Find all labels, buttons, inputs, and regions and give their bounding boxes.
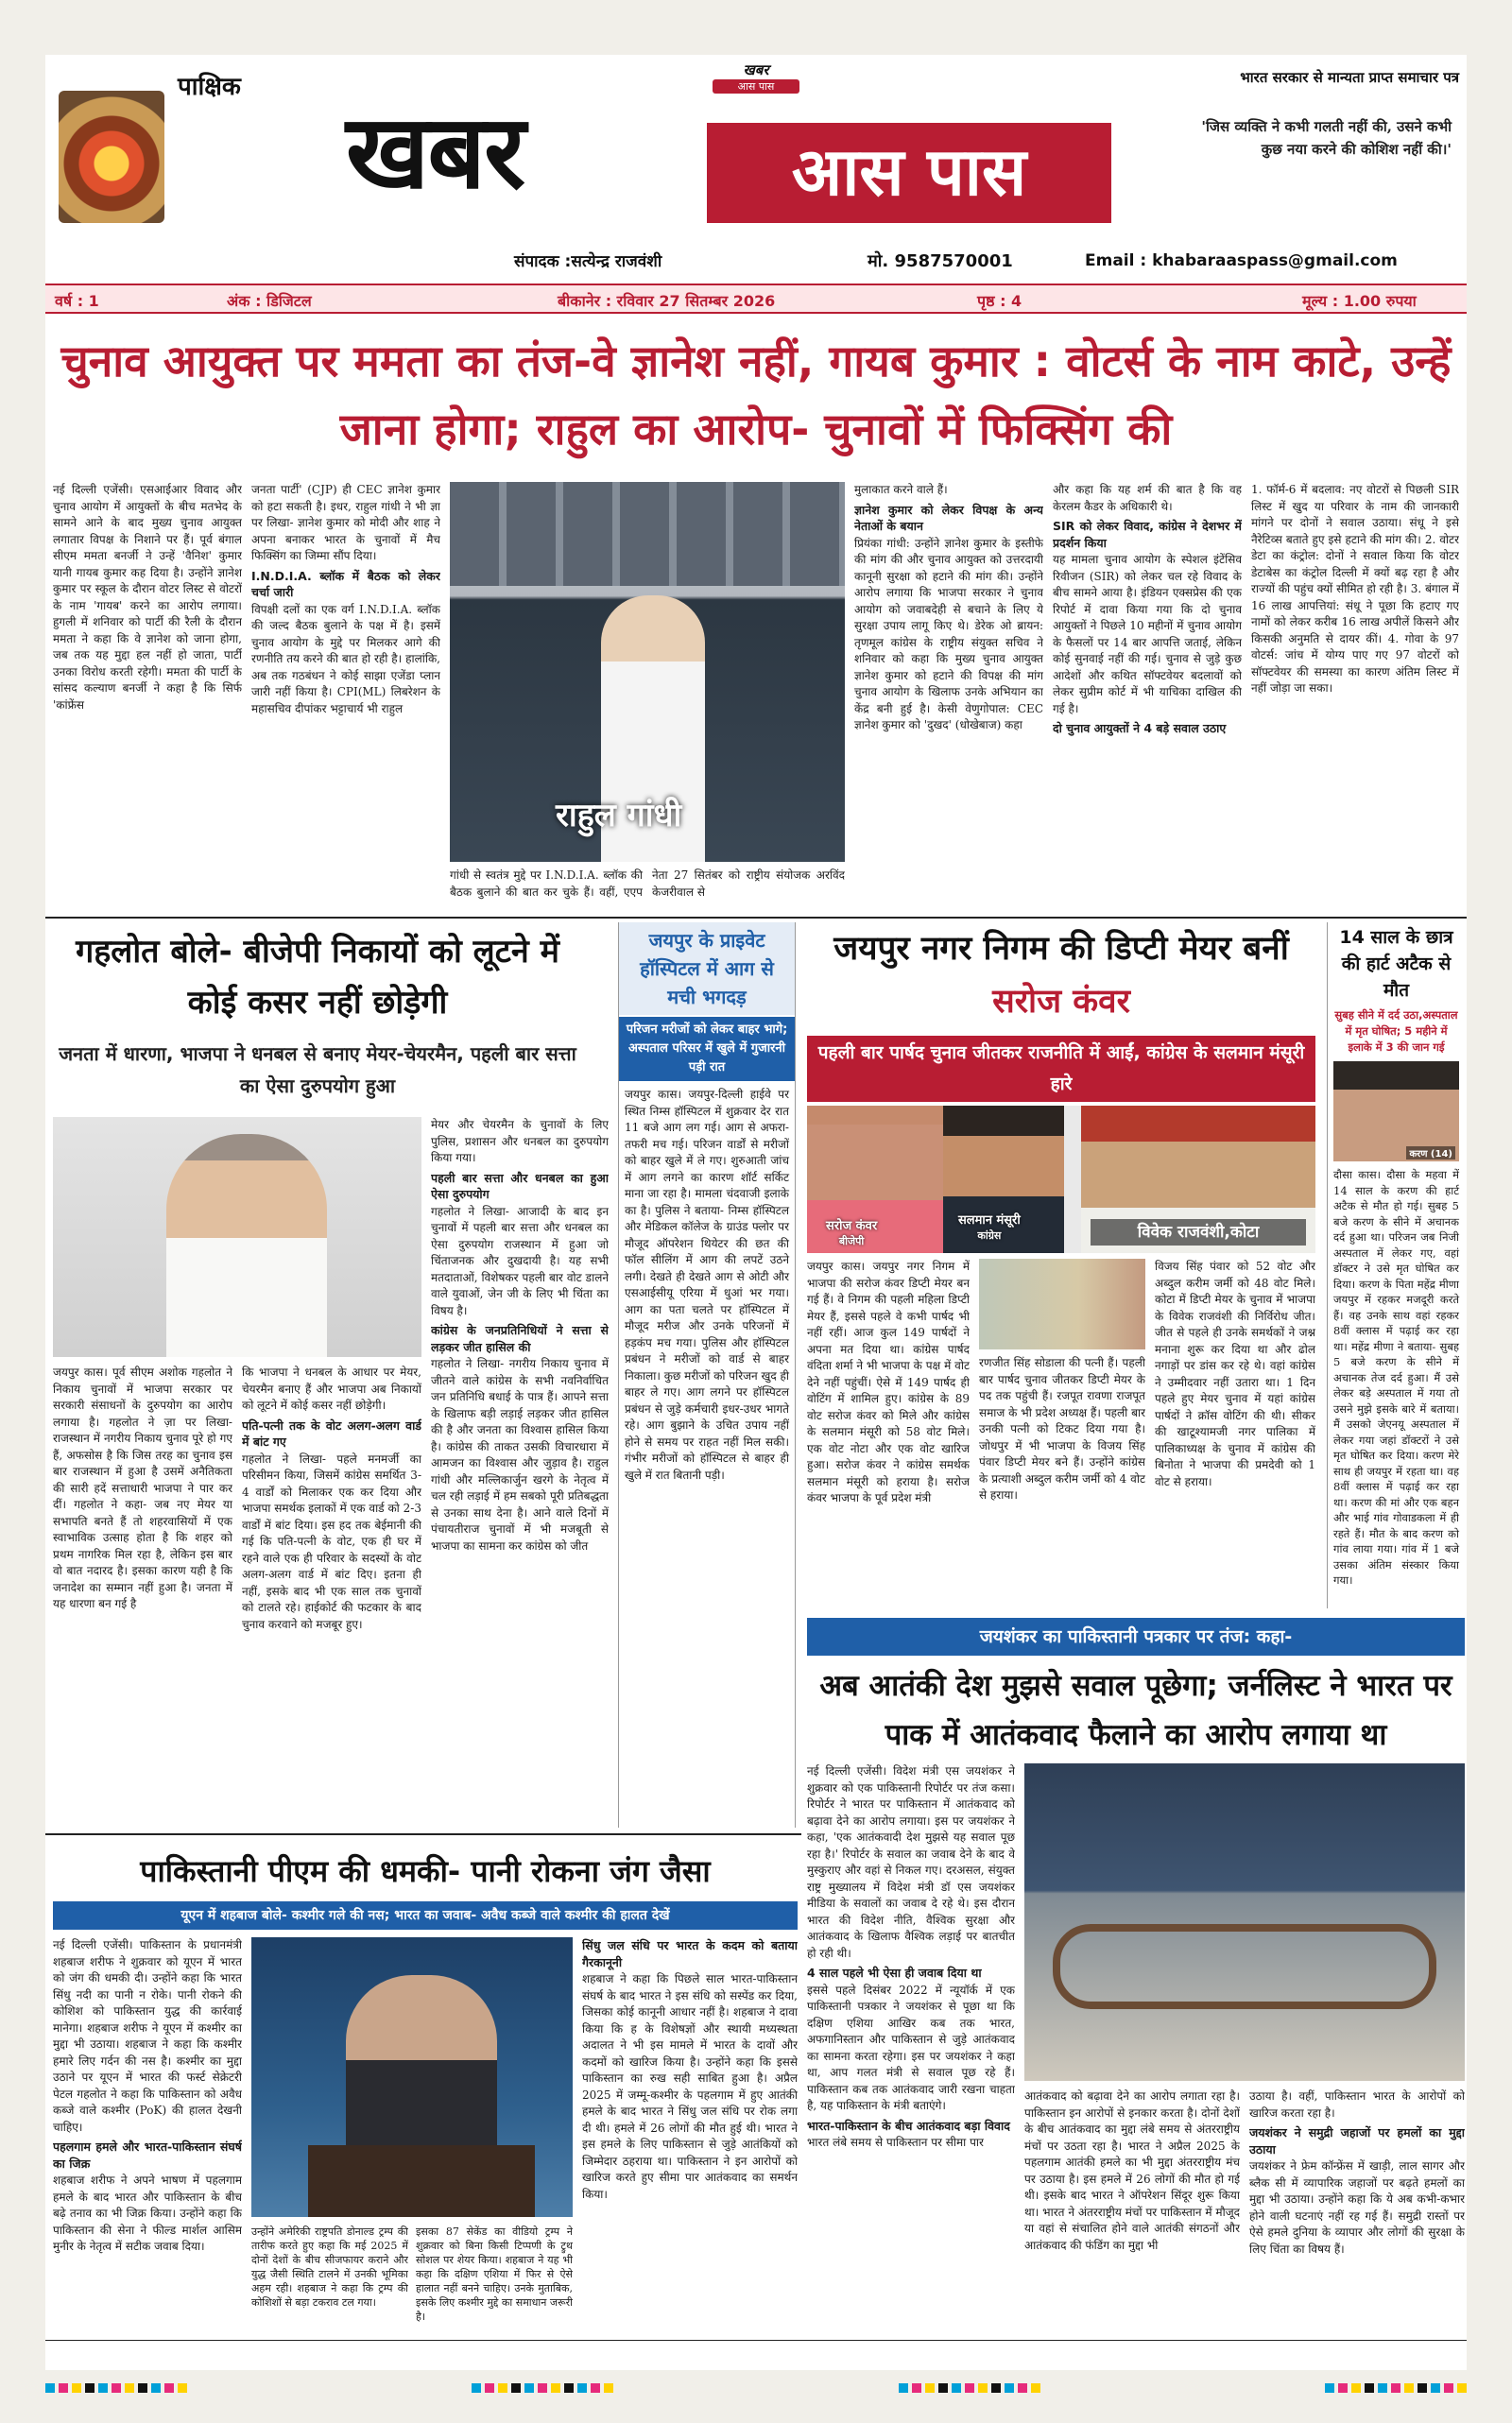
lead-col-5 <box>1053 482 1242 909</box>
salman-caption-name: सलमान मंसूरी <box>958 1213 1021 1228</box>
mini-logo <box>713 60 799 100</box>
jaishankar-col-2: आतंकवाद को बढ़ावा देने का आरोप लगाता रहा है। पाकिस्तान इन आरोपों से इनकार करता है। दोनों देशों के बीच आतंकवाद का मुद्दा लंबे समय से अंतरराष्ट्रीय मंचों पर उठता रहा है। भारत ने अप्रैल 2025 के पहलगाम आतंकी हमले का भी मुद्दा अंतरराष्ट्रीय मंच पर उठाया है। इस हमले में 26 लोगों की मौत हो गई थी। इसके बाद भारत ने ऑपरेशन सिंदूर शुरू किया था। भारत ने अंतरराष्ट्रीय मंचों पर पाकिस्तान में मौजूद या वहां से संचालित होने वाले आतंकी संगठनों और आतंकवाद की फंडिंग का मुद्दा भी <box>1024 2089 1240 2252</box>
jaishankar-col-1-text-c: भारत लंबे समय से पाकिस्तान पर सीमा पार <box>807 2136 984 2149</box>
gehlot-col-2-subhead: पति-पत्नी तक के वोट अलग-अलग वार्ड में बांट गए <box>242 1418 421 1449</box>
mayor-col-2: रणजीत सिंह सोडाला की पत्नी हैं। पहली बार पार्षद चुनाव जीतकर डिप्टी मेयर के पद तक पहुंची हैं। रजपूत रावणा राजपूत समाज के भी प्रदेश अध्यक्ष हैं। पहली बार उनकी पत्नी को टिकट दिया गया है। जोधपुर में भी भाजपा के विजय सिंह पंवार डिप्टी मेयर बने हैं। उन्होंने कांग्रेस के प्रत्याशी अब्दुल करीम जर्मी को 4 वोट से हराया। <box>979 1356 1145 1502</box>
newspaper-page <box>45 55 1467 2370</box>
gehlot-subhead: जनता में धारणा, भाजपा ने धनबल से बनाए मेयर-चेयरमैन, पहली बार सत्ता का ऐसा दुरुपयोग हुआ <box>59 1042 576 1097</box>
pak-col-1-subhead: पहलगाम हमले और भारत-पाकिस्तान संघर्ष का जिक्र <box>53 2139 242 2171</box>
boy-box <box>1327 922 1465 1608</box>
jaishankar-headline: अब आतंकी देश मुझसे सवाल पूछेगा; जर्नलिस्ट ने भारत पर पाक में आतंकवाद फैलाने का आरोप लगाया था <box>819 1669 1452 1752</box>
mayor-headline-b: सरोज कंवर <box>992 983 1130 1021</box>
lead-headline: चुनाव आयुक्त पर ममता का तंज-वे ज्ञानेश नहीं, गायब कुमार : वोटर्स के नाम काटे, उन्हें जाना होगा; राहुल का आरोप- चुनावों में फिक्सिंग की <box>60 335 1452 455</box>
lead-col-5-text-a: और कहा कि यह शर्म की बात है कि वह केरलम कैडर के अधिकारी थे। <box>1053 483 1242 513</box>
gehlot-col-2 <box>242 1365 421 1826</box>
mayor-subhead: पहली बार पार्षद चुनाव जीतकर राजनीति में आईं, कांग्रेस के सलमान मंसूरी हारे <box>807 1036 1315 1102</box>
registration-dot <box>1325 2383 1467 2393</box>
mayor-col-3: विजय सिंह पंवार को 52 वोट और अब्दुल करीम जर्मी को 48 वोट मिले। कोटा में डिप्टी मेयर के चुनाव में भाजपा के विवेक राजवंशी की निर्विरोध जीत। जीत से पहले ही उनके समर्थकों ने जश्न मनाना शुरू कर दिया था और ढोल नगाड़ों पर डांस कर रहे थे। वहां कांग्रेस ने उम्मीदवार नहीं उतारा था। 1 दिन पहले हुए मेयर चुनाव में यहां कांग्रेस पार्षदों ने क्रॉस वोटिंग की थी। सीकर की खाटूश्यामजी नगर पालिका में पालिकाध्यक्ष के चुनाव में कांग्रेस की बिनोता ने भाजपा की प्रमदेवी को 1 वोट से हराया। <box>1155 1260 1315 1488</box>
lead-under-photo: गांधी से स्वतंत्र मुद्दे पर I.N.D.I.A. ब्लॉक की बैठक बुलाने की बात कर चुके हैं। वहीं, एएप नेता 27 सितंबर को राष्ट्रीय संयोजक अरविंद केजरीवाल से <box>450 868 845 899</box>
lead-col-4-text-a: मुलाकात करने वाले हैं। <box>854 483 948 496</box>
masthead-title-right: आस पास <box>707 123 1111 223</box>
masthead <box>45 55 1467 280</box>
registration-dot <box>45 2383 187 2393</box>
lead-col-2-text-b: विपक्षी दलों का एक वर्ग I.N.D.I.A. ब्लॉक की जल्द बैठक बुलाने के पक्ष में है। इसमें चुनाव आयोग के मुद्दे पर मिलकर आगे की रणनीति तय करने की बात हो रही है। हालांकि, अब तक गठबंधन ने कोई साझा एजेंडा प्लान जारी नहीं किया है। CPI(ML) लिबरेशन के महासचिव दीपांकर भट्टाचार्य भी राहुल <box>251 602 440 715</box>
pak-under-photo-2: इसका 87 सेकेंड का वीडियो ट्रम्प ने शुक्रवार को बिना किसी टिप्पणी के ट्रुथ सोशल पर शेयर किया। शहबाज ने यह भी कहा कि दक्षिण एशिया में फिर से ऐसे हालात नहीं बनने चाहिए। उनके मुताबिक, इसके लिए कश्मीर मुद्दे का समाधान जरूरी है। <box>416 2225 573 2323</box>
pak-col-1-text-a: नई दिल्ली एजेंसी। पाकिस्तान के प्रधानमंत्री शहबाज शरीफ ने शुक्रवार को यूएन में भारत को जंग की धमकी दी। उन्होंने कहा कि भारत सिंधु नदी का पानी न रोके। पानी रोकने की कोशिश को पाकिस्तान युद्ध की कार्रवाई मानेगा। शहबाज शरीफ ने यूएन में कश्मीर का मुद्दा भी उठाया। शहबाज ने कहा कि कश्मीर हमारे लिए गर्दन की नस है। कश्मीर का मुद्दा उठाने पर यूएन में भारत की फर्स्ट सेक्रेटरी पेटल गहलोत ने कहा कि पाकिस्तान को अवैध कब्जे वाले कश्मीर (PoK) की हालत देखनी चाहिए। <box>53 1938 242 2134</box>
rahul-gandhi-photo <box>450 482 845 862</box>
mayor-col-1: जयपुर कास। जयपुर नगर निगम में भाजपा की सरोज कंवर डिप्टी मेयर बन गई हैं। वे निगम की पहली महिला डिप्टी मेयर हैं, इससे पहले वे कभी पार्षद भी नहीं रहीं। आज कुल 149 पार्षदों ने अपना मत दिया था। कांग्रेस पार्षद वंदिता शर्मा ने भी भाजपा के पक्ष में वोट देने नहीं पहुंचीं। ऐसे में 149 पार्षद ही वोटिंग में शामिल हुए। कांग्रेस के 89 वोट सरोज कंवर को मिले और कांग्रेस के सलमान मंसूरी को 58 वोट मिले। एक वोट नोटा और एक वोट खारिज हुआ। सरोज कंवर ने कांग्रेस समर्थक सलमान मंसूरी को हराया है। सरोज कंवर भाजपा के पूर्व प्रदेश मंत्री <box>807 1260 970 1504</box>
pak-col-1-text-b: शहबाज शरीफ ने अपने भाषण में पहलगाम हमले के बाद भारत और पाकिस्तान के बीच बढ़े तनाव का भी जिक्र किया। उन्होंने कहा कि पाकिस्तान की सेना ने फील्ड मार्शल आसिम मुनीर के नेतृत्व में सटीक जवाब दिया। <box>53 2174 242 2253</box>
gehlot-figure <box>166 1134 327 1357</box>
divider-1 <box>45 917 1467 919</box>
registration-dot <box>472 2383 613 2393</box>
price-label: मूल्य : 1.00 रुपया <box>1302 292 1417 310</box>
fire-headline: जयपुर के प्राइवेट हॉस्पिटल में आग से मची भगदड़ <box>619 922 795 1015</box>
lead-col-4 <box>854 482 1043 909</box>
fire-subhead: परिजन मरीजों को लेकर बाहर भागे; अस्पताल परिसर में खुले में गुजारनी पड़ी रात <box>619 1017 795 1081</box>
lead-col-5-subhead-2: दो चुनाव आयुक्तों ने 4 बड़े सवाल उठाए <box>1053 721 1227 735</box>
jaishankar-col-3-text-b: जयशंकर ने फ्रेम कॉन्फ्रेंस में खाड़ी, लाल सागर और ब्लैक सी में व्यापारिक जहाजों पर बढ़ते हमलों का मुद्दा भी उठाया। उन्होंने कहा कि ये अब कभी-कभार होने वाली घटनाएं नहीं रह गई हैं। समुद्री रास्तों पर ऐसे हमले दुनिया के व्यापार और लोगों की सुरक्षा के लिए चिंता का विषय हैं। <box>1249 2159 1465 2256</box>
mini-logo-bottom: आस पास <box>713 79 799 94</box>
mayor-photos <box>807 1106 1315 1253</box>
divider-2 <box>45 1833 801 1835</box>
photo-portrait-strip <box>450 482 845 586</box>
masthead-title-left: खबर <box>346 94 524 212</box>
lead-col-6: 1. फॉर्म-6 में बदलाव: नए वोटरों से पिछली SIR लिस्ट में खुद या परिवार के नाम की जानकारी मांगने पर दोनों ने सवाल उठाया। संधू ने इसे नैरेटिव्स बताते हुए इसे हटाने की मांग की। 2. वोटर डेटा का कंट्रोल: दोनों ने सवाल किया कि वोटर डेटाबेस का कंट्रोल दिल्ली में क्यों बढ़ रहा है और राज्यों की पहुंच क्यों सीमित हो रही है। 3. बंगाल में 16 लाख आपत्तियां: संधू ने पूछा कि हटाए गए नामों को लेकर करीब 16 लाख अपीलें किसने और किसकी अनुमति से दायर कीं। 4. गोवा के 97 वोटर्स: जांच में योग्य पाए गए 97 वोटरों को सॉफ्टवेयर की समस्या का कारण अंतिम लिस्ट में नहीं जोड़ा जा सका। <box>1251 483 1459 695</box>
frequency-label: पाक्षिक <box>178 73 241 101</box>
mobile-line: मो. 9587570001 <box>868 251 1013 271</box>
gehlot-col-3-subhead: पहली बार सत्ता और धनबल का हुआ ऐसा दुरुपयोग <box>431 1170 609 1201</box>
bottom-rule <box>45 2340 1467 2341</box>
boy-subhead: सुबह सीने में दर्द उठा,अस्पताल में मृत घोषित; 5 महीने में इलाके में 3 की जान गई <box>1334 1008 1458 1054</box>
jaishankar-col-3-subhead: जयशंकर ने समुद्री जहाजों पर हमलों का मुद्दा उठाया <box>1249 2125 1465 2157</box>
fire-body: जयपुर कास। जयपुर-दिल्ली हाईवे पर स्थित निम्स हॉस्पिटल में शुक्रवार देर रात 11 बजे आग लग गई। आग से अफरा-तफरी मच गई। परिजन वार्डों से मरीजों को बाहर खुले में ले गए। शुरुआती जांच में आग लगने का कारण शॉर्ट सर्किट माना जा रहा है। मामला चंदवाजी इलाके का है। पुलिस ने बताया- निम्स हॉस्पिटल और मेडिकल कॉलेज के ग्राउंड फ्लोर पर मौजूद ऑपरेशन थियेटर की छत की फॉल सीलिंग में आग की लपटें उठने लगी। देखते ही देखते आग से ओटी और एसआईसीयू एरिया में धुआं भर गया। आग का पता चलते पर हॉस्पिटल में मौजूद मरीज और उनके परिजनों में हड़कंप मच गया। पुलिस और हॉस्पिटल प्रबंधन ने मरीजों को वार्ड से बाहर निकाला। कुछ मरीजों को परिजन खुद ही बाहर ले गए। आग लगने पर हॉस्पिटल प्रबंधन से जुड़े कर्मचारी इधर-उधर भागते रहे। आग बुझाने के उचित उपाय नहीं होने से समय पर राहत नहीं मिल सकी। गंभीर मरीजों को हॉस्पिटल से बाहर ही खुले में रात बितानी पड़ी। <box>625 1088 789 1482</box>
print-registration-marks <box>45 2383 1467 2400</box>
salman-caption <box>958 1213 1021 1244</box>
gehlot-col-3-text-b: गहलोत ने लिखा- आजादी के बाद इन चुनावों में पहली बार सत्ता और धनबल का ऐसा दुरुपयोग राजस्थान में हुआ जो चिंताजनक और दुखदायी है। यह सभी मतदाताओं, विशेषकर पहली बार वोट डालने वाले युवाओं, जेन जी के लिए भी चिंता का विषय है। <box>431 1204 609 1317</box>
shehbaz-photo <box>251 1937 573 2217</box>
jaishankar-col-1-text-b: इससे पहले दिसंबर 2022 में न्यूयॉर्क में एक पाकिस्तानी पत्रकार ने जयशंकर से पूछा था कि दक्षिण एशिया आखिर कब तक भारत, अफगानिस्तान और पाकिस्तान से जुड़े आतंकवाद का सामना करता रहेगा। इस पर जयशंकर ने कहा था, आप गलत मंत्री से सवाल पूछ रहे हैं। पाकिस्तान कब तक आतंकवाद जारी रखना चाहता है, यह पाकिस्तान के मंत्री बताएंगे। <box>807 1983 1015 2112</box>
pak-subhead: यूएन में शहबाज बोले- कश्मीर गले की नस; भारत का जवाब- अवैध कब्जे वाले कश्मीर की हालत देखें <box>53 1901 798 1930</box>
issue-label: अंक : डिजिटल <box>227 292 312 310</box>
deity-emblem-image <box>59 91 164 223</box>
mayor-headline <box>807 922 1315 1028</box>
registration-dot <box>899 2383 1040 2393</box>
saroj-caption-name: सरोज कंवर <box>826 1219 878 1233</box>
gehlot-col-3-text-c: गहलोत ने लिखा- नगरीय निकाय चुनाव में जीतने वाले कांग्रेस के सभी नवनिर्वाचित जन प्रतिनिधि बधाई के पात्र हैं। आपने सत्ता के खिलाफ बड़ी लड़ाई लड़कर जीत हासिल की है और जनता का विश्वास हासिल किया है। कांग्रेस की ताकत उसकी विचारधारा में आमजन का विश्वास और जुड़ाव है। राहुल गांधी और मल्लिकार्जुन खरगे के नेतृत्व में चल रही लड़ाई में हम सबको पूरी प्रतिबद्धता से उनका साथ देना है। आने वाले दिनों में पंचायतीराज चुनावों में भी मजबूती से भाजपा का सामना कर कांग्रेस को जीत <box>431 1357 609 1553</box>
salman-caption-party: कांग्रेस <box>977 1229 1002 1242</box>
jaishankar-col-1-subhead: 4 साल पहले भी ऐसा ही जवाब दिया था <box>807 1966 982 1980</box>
rahul-photo-caption: राहुल गांधी <box>556 797 682 834</box>
saroj-caption <box>826 1219 877 1249</box>
gehlot-headline: गहलोत बोले- बीजेपी निकायों को लूटने में कोई कसर नहीं छोड़ेगी <box>76 933 559 1022</box>
mayor-small-photo <box>979 1259 1145 1349</box>
pak-col-3-subhead: सिंधु जल संधि पर भारत के कदम को बताया गैरकानूनी <box>582 1938 798 1969</box>
pak-under-photo-1: उन्होंने अमेरिकी राष्ट्रपति डोनाल्ड ट्रम्प की तारीफ करते हुए कहा कि मई 2025 में दोनों देशों के बीच सीजफायर कराने और युद्ध जैसी स्थिति टालने में उनकी भूमिका अहम रही। शहबाज ने कहा कि ट्रम्प की कोशिशों से बड़ा टकराव टल गया। <box>251 2225 408 2309</box>
lead-col-1: नई दिल्ली एजेंसी। एसआईआर विवाद और चुनाव आयोग में आयुक्तों के बीच मतभेद के सामने आने के बाद मुख्य चुनाव आयुक्त लगातार विपक्ष के निशाने पर हैं। पूर्व बंगाल सीएम ममता बनर्जी ने उन्हें 'वैनिश' कुमार यानी गायब कुमार कह दिया है। उन्होंने ज्ञानेश कुमार पर स्कूल के दौरान वोटर लिस्ट से वोटरों के नाम 'गायब' करने का आरोप लगाया। हुगली में शनिवार को पार्टी की रैली के दौरान ममता ने कहा कि वे ज्ञानेश को जाना होगा, जब तक यह मुद्दा हल नहीं हो जाता, पार्टी उनका विरोध करती रहेगी। ममता की पार्टी के सांसद कल्याण बनर्जी ने कहा है कि सिर्फ 'कांफ्रेंस <box>53 483 242 712</box>
mini-logo-top: खबर <box>743 61 769 78</box>
un-meeting-photo <box>1024 1763 1465 2081</box>
masthead-quote: 'जिस व्यक्ति ने कभी गलती नहीं की, उसने कभी कुछ नया करने की कोशिश नहीं की।' <box>1201 118 1452 158</box>
gehlot-col-3 <box>431 1117 609 1826</box>
gehlot-col-1: जयपुर कास। पूर्व सीएम अशोक गहलोत ने निकाय चुनावों में भाजपा सरकार पर सरकारी संसाधनों के दुरुपयोग का आरोप लगाया है। गहलोत ने ज़ा पर लिखा- राजस्थान में नगरीय निकाय चुनाव पूरे हो गए हैं, अफसोस है कि जिस तरह का चुनाव इस बार राजस्थान में हुआ है उसमें अनैतिकता की सारी हदें सत्ताधारी भाजपा ने पार कर दीं। गहलोत ने कहा- जब नए मेयर या सभापति बनते हैं तो शहरवासियों में एक स्वाभाविक उत्साह होता है कि शहर को प्रथम नागरिक मिल रहा है, लेकिन इस बार वो बात नदारद है। इसका कारण यही है कि जनादेश का सम्मान नहीं हुआ है। जनता में यह धारणा बन गई है <box>53 1366 232 1610</box>
jaishankar-col-1-subhead-2: भारत-पाकिस्तान के बीच आतंकवाद बड़ा विवाद <box>807 2118 1010 2133</box>
gehlot-col-3-subhead-2: कांग्रेस के जनप्रतिनिधियों ने सत्ता से लड़कर जीत हासिल की <box>431 1323 609 1354</box>
pak-headline: पाकिस्तानी पीएम की धमकी- पानी रोकना जंग जैसा <box>140 1853 711 1889</box>
jaishankar-col-1 <box>807 1763 1015 2330</box>
lead-col-2 <box>251 482 440 909</box>
jaishankar-col-3 <box>1249 2088 1465 2330</box>
editor-line: संपादक :सत्येन्द्र राजवंशी <box>514 252 662 271</box>
fire-box <box>618 922 796 1828</box>
lead-col-2-text-a: जनता पार्टी' (CJP) ही CEC ज्ञानेश कुमार को हटा सकती है। इधर, राहुल गांधी ने भी ज्ञा पर लिखा- ज्ञानेश कुमार को मोदी और शाह ने अपना बनाकर भारत के चुनावों में मैच फिक्सिंग का जिम्मा सौंप दिया। <box>251 483 440 562</box>
pak-col-1 <box>53 1937 242 2330</box>
jaishankar-kicker: जयशंकर का पाकिस्तानी पत्रकार पर तंज: कहा- <box>807 1618 1465 1656</box>
lead-col-4-text-b: प्रियंका गांधी: उन्होंने ज्ञानेश कुमार के इस्तीफे की मांग की और चुनाव आयुक्त को उत्तरदायी कानूनी सुरक्षा को हटाने की मांग की। उन्होंने आरोप लगाया कि भाजपा सरकार ने चुनाव आयोग को जवाबदेही से बचाने के लिए ये सुरक्षा उपाय लागू किए थे। डेरेक ओ ब्रायन: तृणमूल कांग्रेस के राष्ट्रीय संयुक्त सचिव ने शनिवार को कहा कि मुख्य चुनाव आयुक्त ज्ञानेश कुमार को हटाने की विपक्ष की मांग चुनाव आयोग के खिलाफ उनके अभियान का केंद्र बनी हुई है। केसी वेणुगोपाल: CEC ज्ञानेश कुमार को 'दुखद' (धोखेबाज) कहा <box>854 536 1043 731</box>
saroj-caption-party: बीजेपी <box>838 1235 865 1247</box>
recognition-line: भारत सरकार से मान्यता प्राप्त समाचार पत्र <box>1240 69 1459 86</box>
lead-col-5-subhead: SIR को लेकर विवाद, कांग्रेस ने देशभर में प्रदर्शन किया <box>1053 519 1242 550</box>
meeting-table <box>1053 1924 1436 2009</box>
gehlot-photo <box>53 1117 421 1357</box>
boy-photo <box>1333 1061 1459 1161</box>
boy-headline: 14 साल के छात्र की हार्ट अटैक से मौत <box>1339 927 1453 1001</box>
jaishankar-col-3-text-a: उठाया है। वहीं, पाकिस्तान भारत के आरोपों को खारिज करता रहा है। <box>1249 2089 1465 2120</box>
vivek-caption: विवेक राजवंशी,कोटा <box>1091 1219 1306 1246</box>
jaishankar-col-1-text-a: नई दिल्ली एजेंसी। विदेश मंत्री एस जयशंकर ने शुक्रवार को एक पाकिस्तानी रिपोर्टर पर तंज कसा। रिपोर्टर ने भारत पर पाकिस्तान में आतंकवाद को बढ़ावा देने का आरोप लगाया। इस पर जयशंकर ने कहा, 'एक आतंकवादी देश मुझसे यह सवाल पूछ रहा है।' रिपोर्टर के सवाल का जवाब देने के बाद वे मुस्कुराए और वहां से निकल गए। दरअसल, संयुक्त राष्ट्र मुख्यालय में विदेश मंत्री डॉ एस जयशंकर मीडिया के सवालों का जवाब दे रहे थे। इस दौरान भारत की विदेश नीति, वैश्विक सुरक्षा और आतंकवाद के खिलाफ वैश्विक लड़ाई पर बातचीत हो रही थी। <box>807 1764 1015 1960</box>
boy-photo-caption: करण (14) <box>1406 1146 1455 1160</box>
page-number-label: पृष्ठ : 4 <box>977 292 1022 310</box>
pak-col-3 <box>582 1937 798 2330</box>
gehlot-col-2-text-a: कि भाजपा ने धनबल के आधार पर मेयर, चेयरमैन बनाए हैं और भाजपा अब निकायों को लूटने में कोई कसर नहीं छोड़ेगी। <box>242 1366 421 1412</box>
info-strip <box>45 284 1467 314</box>
gehlot-col-2-text-b: गहलोत ने लिखा- पहले मनमर्जी का परिसीमन किया, जिसमें कांग्रेस समर्थित 3-4 वार्डों को मिलाकर एक कर दिया और भाजपा समर्थक इलाकों में एक वार्ड को 2-3 वार्डों में बांट दिया। इस हद तक बेईमानी की गई कि पति-पत्नी के वोट, एक ही घर में रहने वाले एक ही परिवार के सदस्यों के वोट अलग-अलग वार्ड में बांट दिए। इतना ही नहीं, इसके बाद भी एक साल तक चुनावों को टालते रहे। हाईकोर्ट की फटकार के बाद चुनाव करवाने को मजबूर हुए। <box>242 1452 421 1631</box>
gehlot-col-3-text-a: मेयर और चेयरमैन के चुनावों के लिए पुलिस, प्रशासन और धनबल का दुरुपयोग किया गया। <box>431 1118 609 1164</box>
year-label: वर्ष : 1 <box>55 292 99 310</box>
email-line: Email : khabaraaspass@gmail.com <box>1085 251 1398 270</box>
lead-col-2-subhead: I.N.D.I.A. ब्लॉक में बैठक को लेकर चर्चा जारी <box>251 568 440 599</box>
lead-col-4-subhead: ज्ञानेश कुमार को लेकर विपक्ष के अन्य नेताओं के बयान <box>854 502 1043 533</box>
mayor-headline-a: जयपुर नगर निगम की डिप्टी मेयर बनीं <box>833 930 1289 968</box>
date-label: बीकानेर : रविवार 27 सितम्बर 2026 <box>558 292 776 310</box>
lead-col-5-text-b: यह मामला चुनाव आयोग के स्पेशल इंटेंसिव रिवीजन (SIR) को लेकर चल रहे विवाद के बीच सामने आया है। इंडियन एक्सप्रेस की एक रिपोर्ट में दावा किया गया कि दो चुनाव आयुक्तों ने पिछले 10 महीनों में चुनाव आयोग के फैसलों पर 14 बार आपत्ति जताई, लेकिन कोई सुनवाई नहीं की गई। चुनाव से जुड़े कुछ आदेशों और कथित सॉफ्टवेयर बदलावों को लेकर सुप्रीम कोर्ट में भी याचिका दाखिल की गई है। <box>1053 553 1242 715</box>
boy-body: दौसा कास। दौसा के महवा में 14 साल के करण की हार्ट अटैक से मौत हो गई। सुबह 5 बजे करण के सीने में अचानक दर्द हुआ था। परिजन जब निजी अस्पताल में लेकर गए, वहां डॉक्टर ने उसे मृत घोषित कर दिया। करण के पिता महेंद्र मीणा जयपुर में रहकर मजदूरी करते हैं। वह उनके साथ वहां रहकर 8वीं क्लास में पढ़ाई कर रहा था। महेंद्र मीणा ने बताया- सुबह 5 बजे करण के सीने में अचानक तेज दर्द हुआ। मैं उसे लेकर बड़े अस्पताल में गया तो उसने मुझे इसके बारे में बताया। मैं उसको जेएनयू अस्पताल में लेकर गया जहां डॉक्टरों ने उसे मृत घोषित कर दिया। करण मेरे साथ ही जयपुर में रहता था। वह 8वीं क्लास में पढ़ाई कर रहा था। करण की मां और एक बहन और भाई गांव गोवाडकला में ही रहते हैं। मौत के बाद करण को गांव लाया गया। गांव में 1 बजे उसका अंतिम संस्कार किया गया। <box>1333 1168 1459 1587</box>
pak-col-3-text: शहबाज ने कहा कि पिछले साल भारत-पाकिस्तान संघर्ष के बाद भारत ने इस संधि को सस्पेंड कर दिया, जिसका कोई कानूनी आधार नहीं है। शहबाज ने दावा किया कि ह के विशेषज्ञों और स्थायी मध्यस्थता अदालत ने भी इस मामले में भारत के दावों और कदमों को खारिज किया है। उन्होंने कहा कि इससे पाकिस्तान का रुख सही साबित हुआ है। अप्रैल 2025 में जम्मू-कश्मीर के पहलगाम में हुए आतंकी हमले के बाद भारत ने सिंधु जल संधि पर रोक लगा दी थी। हमले में 26 लोगों की मौत हुई थी। भारत ने इस हमले के लिए पाकिस्तान से जुड़े आतंकियों को जिम्मेदार ठहराया था। पाकिस्तान ने इन आरोपों को खारिज करते हुए सीमा पार आतंकवाद का समर्थन किया। <box>582 1972 798 2201</box>
podium <box>308 2145 535 2217</box>
